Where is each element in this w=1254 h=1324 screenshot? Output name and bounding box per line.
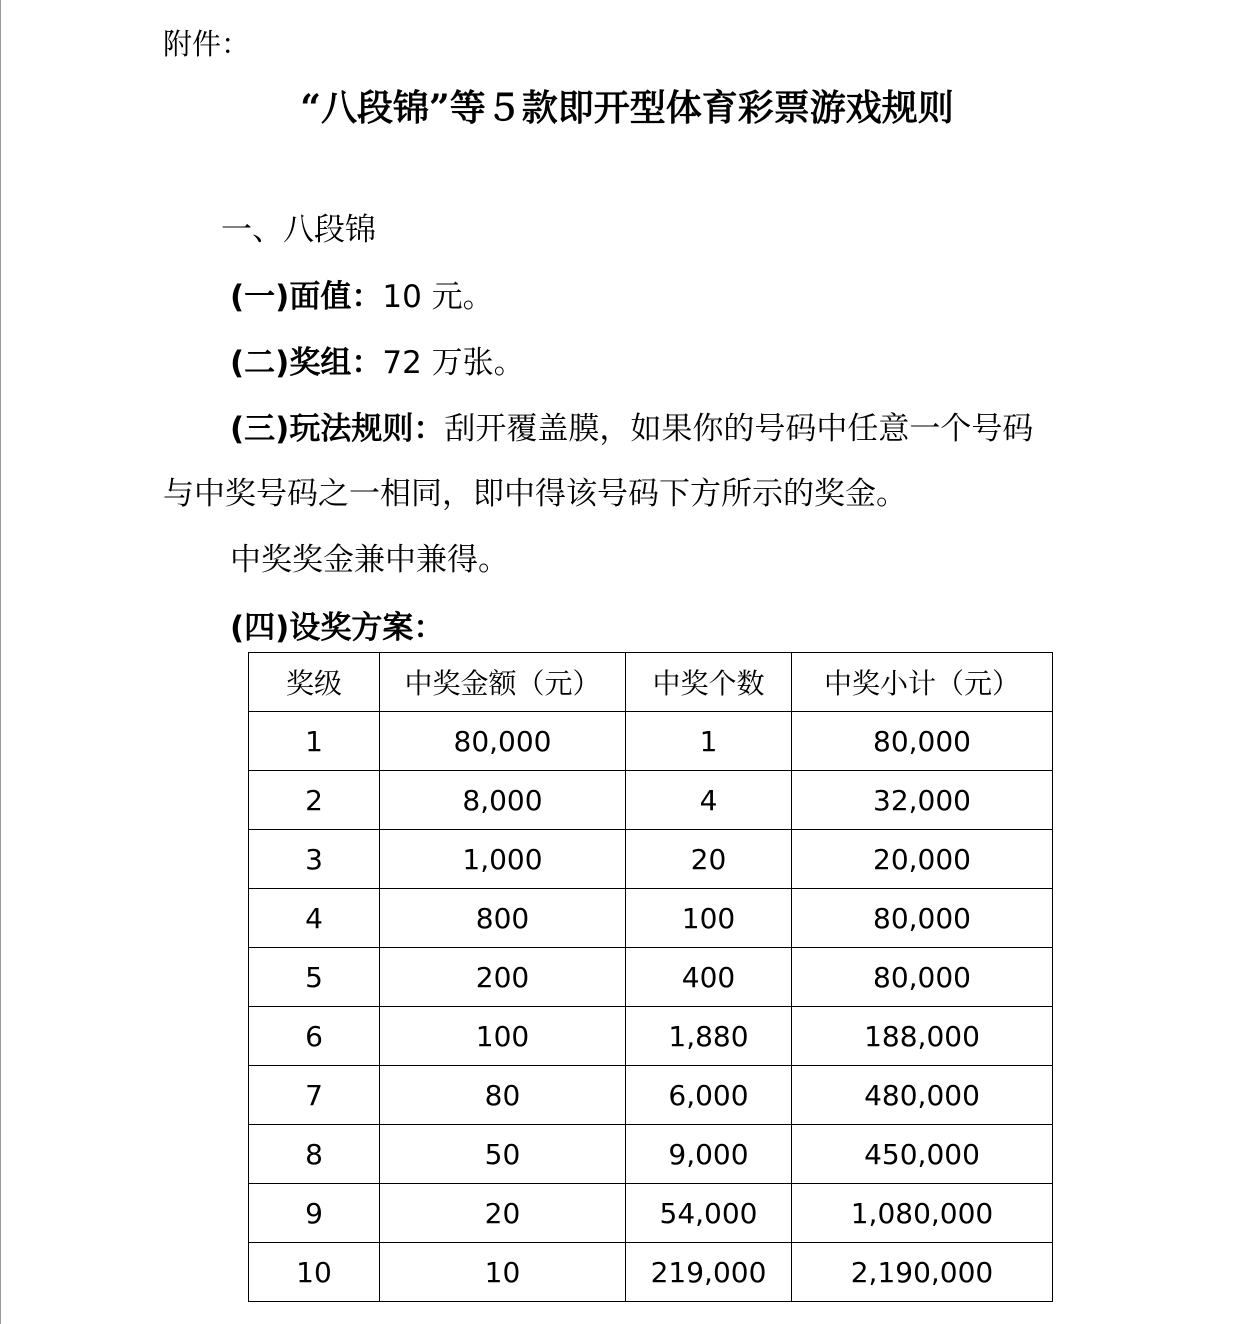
face-value-text: 10 元。: [382, 279, 494, 315]
cell-level: 3: [249, 830, 380, 889]
cell-count: 100: [626, 889, 792, 948]
table-row: [249, 712, 1053, 771]
cell-count: 1,880: [626, 1007, 792, 1066]
cell-amount: 50: [380, 1125, 626, 1184]
cell-subtotal: 32,000: [792, 771, 1053, 830]
table-row: [249, 1125, 1053, 1184]
cell-count: 1: [626, 712, 792, 771]
prize-group-label: (二)奖组：: [230, 345, 383, 381]
rules-text-line2: 与中奖号码之一相同，即中得该号码下方所示的奖金。: [163, 476, 907, 512]
cell-subtotal: 188,000: [792, 1007, 1053, 1066]
cell-count: 54,000: [626, 1184, 792, 1243]
cell-count: 20: [626, 830, 792, 889]
cell-count: 219,000: [626, 1243, 792, 1302]
header-prize-subtotal: 中奖小计（元）: [792, 653, 1053, 712]
cell-amount: 100: [380, 1007, 626, 1066]
header-prize-count: 中奖个数: [626, 653, 792, 712]
cell-amount: 800: [380, 889, 626, 948]
cell-count: 6,000: [626, 1066, 792, 1125]
cell-level: 1: [249, 712, 380, 771]
table-row: [249, 771, 1053, 830]
cell-level: 5: [249, 948, 380, 1007]
combo-note: 中奖奖金兼中兼得。: [230, 542, 509, 578]
scheme-label: (四)设奖方案：: [230, 610, 445, 646]
prize-table: [248, 652, 1053, 1302]
cell-amount: 20: [380, 1184, 626, 1243]
cell-level: 7: [249, 1066, 380, 1125]
document-title: “八段锦”等５款即开型体育彩票游戏规则: [300, 87, 954, 129]
cell-subtotal: 480,000: [792, 1066, 1053, 1125]
table-row: [249, 1007, 1053, 1066]
cell-subtotal: 80,000: [792, 948, 1053, 1007]
cell-level: 9: [249, 1184, 380, 1243]
header-prize-level: 奖级: [249, 653, 380, 712]
cell-amount: 8,000: [380, 771, 626, 830]
rules-text-line1: 刮开覆盖膜，如果你的号码中任意一个号码: [444, 411, 1034, 447]
cell-subtotal: 80,000: [792, 712, 1053, 771]
cell-amount: 80,000: [380, 712, 626, 771]
cell-count: 400: [626, 948, 792, 1007]
face-value-paragraph: [230, 276, 494, 318]
header-prize-amount: 中奖金额（元）: [380, 653, 626, 712]
table-row: [249, 1066, 1053, 1125]
prize-group-text: 72 万张。: [382, 345, 525, 381]
cell-subtotal: 1,080,000: [792, 1184, 1053, 1243]
cell-amount: 1,000: [380, 830, 626, 889]
cell-level: 10: [249, 1243, 380, 1302]
cell-amount: 200: [380, 948, 626, 1007]
face-value-label: (一)面值：: [230, 279, 383, 315]
cell-subtotal: 20,000: [792, 830, 1053, 889]
cell-level: 6: [249, 1007, 380, 1066]
rules-paragraph: [230, 408, 1033, 450]
table-row: [249, 889, 1053, 948]
cell-level: 8: [249, 1125, 380, 1184]
table-row: [249, 1243, 1053, 1302]
table-row: [249, 948, 1053, 1007]
table-row: [249, 1184, 1053, 1243]
cell-subtotal: 2,190,000: [792, 1243, 1053, 1302]
cell-count: 9,000: [626, 1125, 792, 1184]
rules-label: (三)玩法规则：: [230, 411, 445, 447]
section-heading: 一、八段锦: [221, 212, 376, 248]
table-header-row: [249, 653, 1053, 712]
table-row: [249, 830, 1053, 889]
cell-level: 4: [249, 889, 380, 948]
cell-amount: 10: [380, 1243, 626, 1302]
scheme-heading: [230, 607, 444, 649]
cell-level: 2: [249, 771, 380, 830]
page-edge: [0, 0, 1, 1324]
cell-count: 4: [626, 771, 792, 830]
attachment-label: 附件：: [163, 27, 251, 61]
prize-group-paragraph: [230, 342, 525, 384]
cell-subtotal: 450,000: [792, 1125, 1053, 1184]
cell-amount: 80: [380, 1066, 626, 1125]
cell-subtotal: 80,000: [792, 889, 1053, 948]
